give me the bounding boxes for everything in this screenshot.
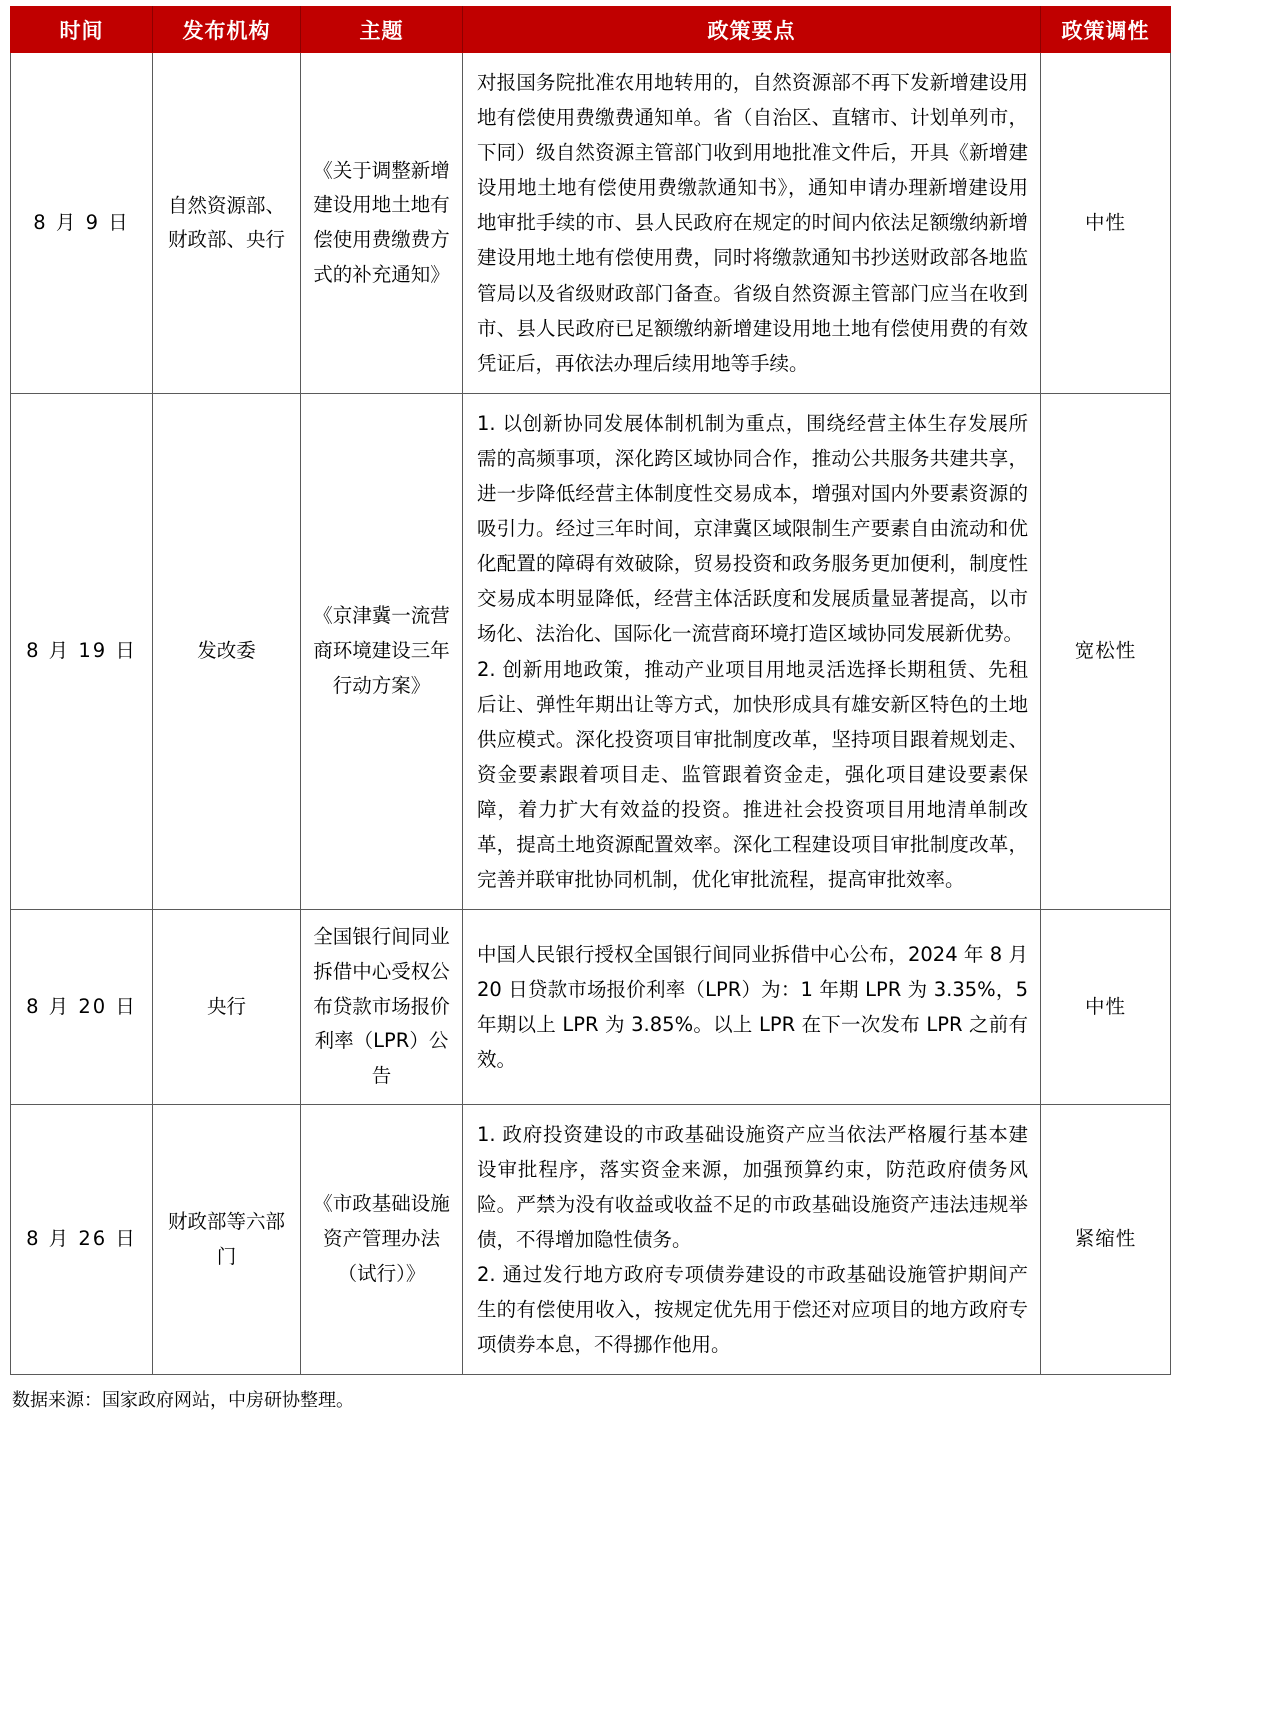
- policy-table-sheet: [0, 6, 1280, 1414]
- table-header: [11, 7, 1171, 53]
- cell-points: 1. 以创新协同发展体制机制为重点，围绕经营主体生存发展所需的高频事项，深化跨区域协同合作，推动公共服务共建共享，进一步降低经营主体制度性交易成本，增强对国内外要素资源的吸引力。经过三年时间，京津冀区域限制生产要素自由流动和优化配置的障碍有效破除，贸易投资和政务服务更加便利，制度性交易成本明显降低，经营主体活跃度和发展质量显著提高，以市场化、法治化、国际化一流营商环境打造区域协同发展新优势。 2. 创新用地政策，推动产业项目用地灵活选择长期租赁、先租后让、弹性年期出让等方式，加快形成具有雄安新区特色的土地供应模式。深化投资项目审批制度改革，坚持项目跟着规划走、资金要素跟着项目走、监管跟着资金走，强化项目建设要素保障，着力扩大有效益的投资。推进社会投资项目用地清单制改革，提高土地资源配置效率。深化工程建设项目审批制度改革，完善并联审批协同机制，优化审批流程，提高审批效率。: [463, 393, 1041, 909]
- column-header-time: 时间: [11, 7, 153, 53]
- table-row: [11, 1104, 1171, 1375]
- cell-points: 1. 政府投资建设的市政基础设施资产应当依法严格履行基本建设审批程序，落实资金来源，加强预算约束，防范政府债务风险。严禁为没有收益或收益不足的市政基础设施资产违法违规举债，不得增加隐性债务。 2. 通过发行地方政府专项债券建设的市政基础设施管护期间产生的有偿使用收入，按规定优先用于偿还对应项目的地方政府专项债券本息，不得挪作他用。: [463, 1104, 1041, 1375]
- cell-org: 发改委: [153, 393, 301, 909]
- cell-time: 8 月 20 日: [11, 910, 153, 1105]
- header-row: [11, 7, 1171, 53]
- cell-org: 自然资源部、财政部、央行: [153, 53, 301, 394]
- table-row: [11, 393, 1171, 909]
- cell-org: 央行: [153, 910, 301, 1105]
- column-header-points: 政策要点: [463, 7, 1041, 53]
- column-header-topic: 主题: [301, 7, 463, 53]
- cell-topic: 《市政基础设施资产管理办法（试行）》: [301, 1104, 463, 1375]
- table-body: [11, 53, 1171, 1375]
- cell-time: 8 月 26 日: [11, 1104, 153, 1375]
- cell-topic: 全国银行间同业拆借中心受权公布贷款市场报价利率（LPR）公告: [301, 910, 463, 1105]
- cell-tone: 中性: [1041, 910, 1171, 1105]
- table-row: [11, 53, 1171, 394]
- cell-topic: 《关于调整新增建设用地土地有偿使用费缴费方式的补充通知》: [301, 53, 463, 394]
- source-note: 数据来源：国家政府网站，中房研协整理。: [12, 1390, 354, 1412]
- cell-tone: 宽松性: [1041, 393, 1171, 909]
- cell-time: 8 月 9 日: [11, 53, 153, 394]
- cell-time: 8 月 19 日: [11, 393, 153, 909]
- cell-org: 财政部等六部门: [153, 1104, 301, 1375]
- cell-points: 对报国务院批准农用地转用的，自然资源部不再下发新增建设用地有偿使用费缴费通知单。省（自治区、直辖市、计划单列市，下同）级自然资源主管部门收到用地批准文件后，开具《新增建设用地土地有偿使用费缴款通知书》，通知申请办理新增建设用地审批手续的市、县人民政府在规定的时间内依法足额缴纳新增建设用地土地有偿使用费，同时将缴款通知书抄送财政部各地监管局以及省级财政部门备查。省级自然资源主管部门应当在收到市、县人民政府已足额缴纳新增建设用地土地有偿使用费的有效凭证后，再依法办理后续用地等手续。: [463, 53, 1041, 394]
- column-header-org: 发布机构: [153, 7, 301, 53]
- cell-topic: 《京津冀一流营商环境建设三年行动方案》: [301, 393, 463, 909]
- table-row: [11, 910, 1171, 1105]
- cell-points: 中国人民银行授权全国银行间同业拆借中心公布，2024 年 8 月 20 日贷款市场报价利率（LPR）为：1 年期 LPR 为 3.35%，5 年期以上 LPR 为 3.85%。以上 LPR 在下一次发布 LPR 之前有效。: [463, 910, 1041, 1105]
- cell-tone: 中性: [1041, 53, 1171, 394]
- policy-summary-table: [10, 6, 1171, 1375]
- cell-tone: 紧缩性: [1041, 1104, 1171, 1375]
- column-header-tone: 政策调性: [1041, 7, 1171, 53]
